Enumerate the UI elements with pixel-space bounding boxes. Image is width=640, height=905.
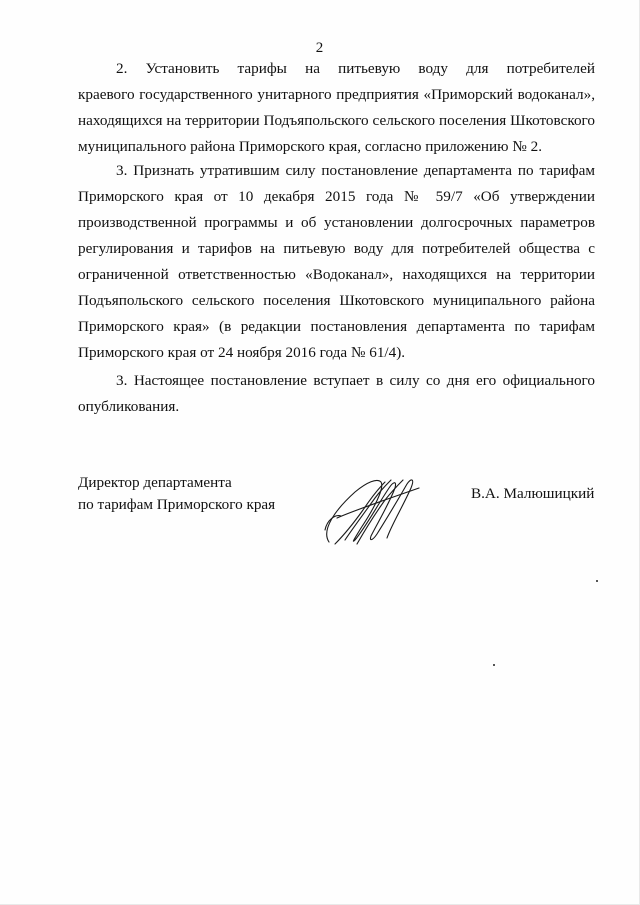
paragraph-line: производственной программы и об установлении долгосрочных параметров — [78, 214, 595, 231]
scan-speck — [493, 664, 495, 666]
page-number: 2 — [315, 40, 324, 56]
paragraph-line: краевого государственного унитарного предприятия «Приморский водоканал», — [78, 86, 595, 103]
paragraph-line: Приморского края от 24 ноября 2016 года № 61/4). — [78, 344, 406, 361]
paragraph-line: опубликования. — [78, 398, 180, 415]
handwritten-signature — [315, 470, 425, 550]
signatory-title-line: по тарифам Приморского края — [78, 496, 276, 513]
signatory-title — [78, 472, 275, 516]
paragraph-revoke — [78, 158, 595, 366]
paragraph-line: 2. Установить тарифы на питьевую воду для потребителей — [116, 60, 595, 77]
paragraph-line: регулирования и тарифов на питьевую воду для потребителей общества с — [78, 240, 595, 257]
paragraph-line: 3. Настоящее постановление вступает в силу со дня его официального — [116, 372, 595, 389]
paragraph-line: Подъяпольского сельского поселения Шкотовского муниципального района — [78, 292, 595, 309]
signatory-title-line: Директор департамента — [78, 474, 232, 491]
paragraph-line: ограниченной ответственностью «Водоканал», находящихся на территории — [78, 266, 595, 283]
paragraph-effective — [78, 368, 595, 420]
paragraph-line: находящихся на территории Подъяпольского сельского поселения Шкотовского — [78, 112, 595, 129]
paragraph-set-tariffs — [78, 56, 595, 160]
signatory-name: В.А. Малюшицкий — [471, 485, 595, 502]
paragraph-line: Приморского края» (в редакции постановления департамента по тарифам — [78, 318, 595, 335]
paragraph-line: 3. Признать утратившим силу постановление департамента по тарифам — [116, 162, 595, 179]
paragraph-line: муниципального района Приморского края, согласно приложению № 2. — [78, 138, 542, 155]
paragraph-line: Приморского края от 10 декабря 2015 года № 59/7 «Об утверждении — [78, 188, 595, 205]
scan-speck — [596, 580, 598, 582]
